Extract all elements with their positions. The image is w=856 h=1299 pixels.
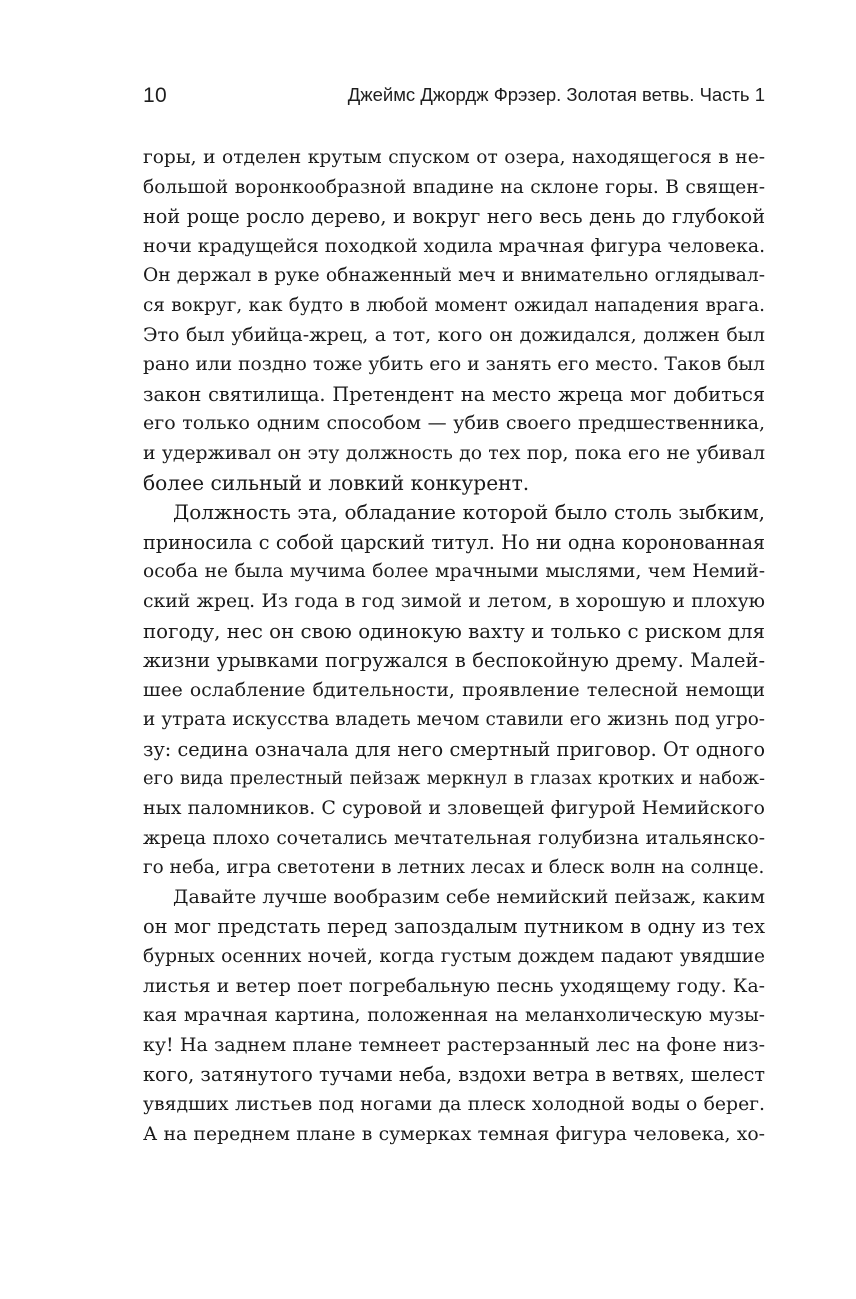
text-line: ных паломников. С суровой и зловещей фигурой Немийского <box>143 797 765 820</box>
text-line: увядших листьев под ногами да плеск холодной воды о берег. <box>143 1094 765 1115</box>
text-line: ной роще росло дерево, и вокруг него весь день до глубокой <box>143 205 765 229</box>
text-line: зу: седина означала для него смертный приговор. От одного <box>143 737 765 761</box>
text-line: Это был убийца-жрец, а тот, кого он дожидался, должен был <box>143 323 765 346</box>
text-line: А на переднем плане в сумерках темная фигура человека, хо- <box>143 1123 765 1145</box>
text-line: ся вокруг, как будто в любой момент ожидал нападения врага. <box>143 294 765 316</box>
text-line: жизни урывками погружался в беспокойную дрему. Малей- <box>143 649 765 673</box>
text-line: Должность эта, обладание которой было столь зыбким, <box>173 500 765 525</box>
text-line: рано или поздно тоже убить его и занять его место. Таков был <box>143 354 765 376</box>
text-line: кого, затянутого тучами неба, вздохи ветра в ветвях, шелест <box>143 1063 765 1087</box>
text-line: ский жрец. Из года в год зимой и летом, в хорошую и плохую <box>143 590 765 612</box>
text-line: погоду, нес он свою одинокую вахту и только с риском для <box>143 619 765 643</box>
text-line: ку! На заднем плане темнеет растерзанный лес на фоне низ- <box>143 1033 765 1056</box>
text-line: Он держал в руке обнаженный меч и внимательно оглядывал- <box>143 265 765 287</box>
paragraph <box>143 143 765 498</box>
text-line: более сильный и ловкий конкурент. <box>143 470 530 495</box>
paragraph <box>143 498 765 883</box>
text-line: и удерживал он эту должность до тех пор, пока его не убивал <box>143 442 765 464</box>
text-line: кая мрачная картина, положенная на меланхолическую музы- <box>143 1005 765 1027</box>
body-text <box>143 143 765 1149</box>
text-line: и утрата искусства владеть мечом ставили его жизнь под угро- <box>143 709 765 731</box>
text-line: жреца плохо сочетались мечтательная голубизна итальянско- <box>143 827 765 849</box>
text-line: особа не была мучима более мрачными мыслями, чем Немий- <box>143 561 765 583</box>
text-line: он мог предстать перед запоздалым путником в одну из тех <box>143 915 765 939</box>
running-head: Джеймс Джордж Фрэзер. Золотая ветвь. Часть 1 <box>347 84 765 105</box>
text-line: бурных осенних ночей, когда густым дождем падают увядшие <box>143 946 765 968</box>
text-line: большой воронкообразной впадине на склоне горы. В священ- <box>143 176 765 198</box>
text-line: горы, и отделен крутым спуском от озера, находящегося в не- <box>143 147 765 168</box>
text-line: го неба, игра светотени в летних лесах и блеск волн на солнце. <box>143 857 765 879</box>
paragraph <box>143 883 765 1149</box>
text-line: его вида прелестный пейзаж меркнул в глазах кротких и набож- <box>143 768 765 790</box>
text-line: листья и ветер поет погребальную песнь уходящему году. Ка- <box>143 975 765 997</box>
page-number: 10 <box>143 84 167 107</box>
text-line: его только одним способом — убив своего предшественника, <box>143 412 765 435</box>
text-line: Давайте лучше вообразим себе немийский пейзаж, каким <box>173 885 765 908</box>
text-line: закон святилища. Претендент на место жреца мог добиться <box>143 382 765 406</box>
text-line: приносила с собой царский титул. Но ни одна коронованная <box>143 530 765 554</box>
text-line: ночи крадущейся походкой ходила мрачная фигура человека. <box>143 235 766 257</box>
text-line: шее ослабление бдительности, проявление телесной немощи <box>143 679 765 701</box>
